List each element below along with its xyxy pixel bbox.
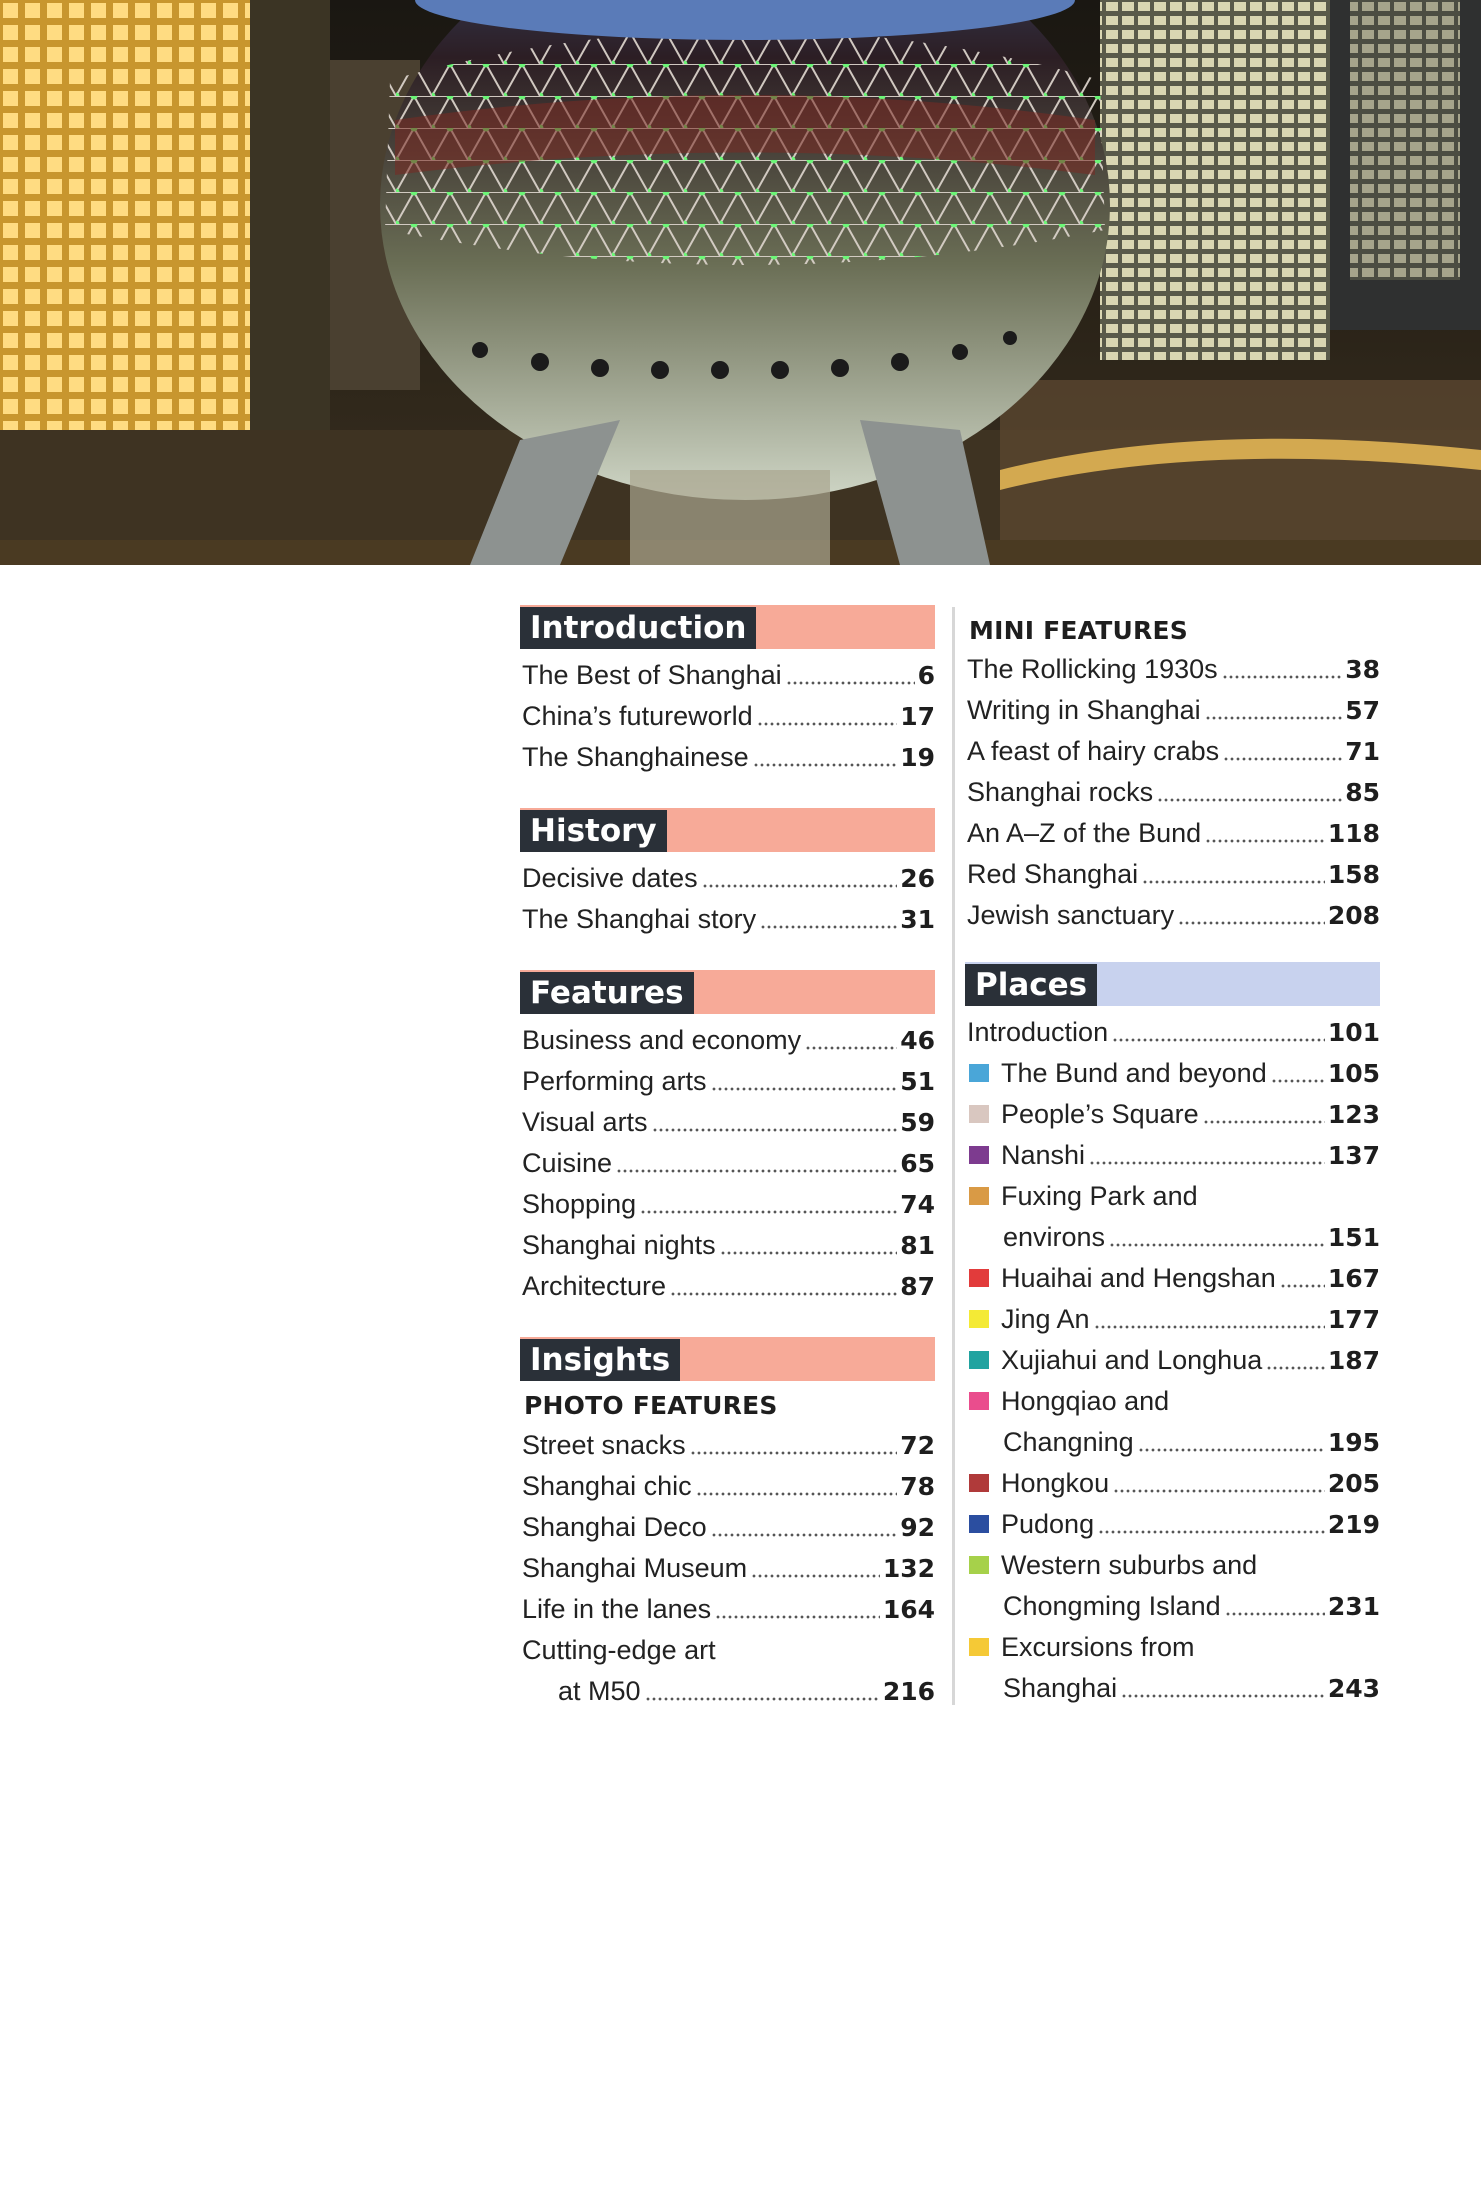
entry-page: 6 [917, 661, 935, 690]
toc-entry[interactable] [520, 1184, 935, 1225]
toc-entry[interactable] [965, 649, 1380, 690]
toc-entry[interactable] [965, 895, 1380, 936]
entry-page: 243 [1327, 1674, 1380, 1703]
entry-page: 46 [900, 1026, 935, 1055]
entry-page: 81 [900, 1231, 935, 1260]
toc-entry[interactable] [520, 1466, 935, 1507]
toc-entry[interactable] [965, 772, 1380, 813]
entry-title-cont: Changning [1003, 1427, 1134, 1457]
entry-title: Cutting-edge art [522, 1635, 716, 1665]
entry-title: Western suburbs and [1001, 1550, 1258, 1580]
toc-entry[interactable] [520, 737, 935, 778]
place-entry-hongqiao-cont[interactable] [965, 1422, 1380, 1463]
color-key-icon [969, 1146, 989, 1164]
entry-page: 137 [1327, 1141, 1380, 1170]
place-entry-excursions[interactable] [965, 1627, 1380, 1668]
section-places [965, 962, 1380, 1709]
dot-leader [760, 925, 897, 929]
section-features [520, 970, 935, 1307]
place-entry-western-suburbs-cont[interactable] [965, 1586, 1380, 1627]
toc-entry[interactable] [520, 1225, 935, 1266]
entry-title: Business and economy [522, 1025, 802, 1055]
dot-leader [1223, 757, 1342, 761]
mini-features-subheading: MINI FEATURES [969, 616, 1188, 645]
dot-leader [1138, 1448, 1325, 1452]
dot-leader [640, 1210, 897, 1214]
entry-page: 72 [900, 1431, 935, 1460]
entry-title: Jing An [1001, 1304, 1090, 1334]
dot-leader [1109, 1243, 1325, 1247]
toc-entry[interactable] [520, 899, 935, 940]
entry-title: Introduction [967, 1017, 1109, 1047]
entry-page: 164 [882, 1595, 935, 1624]
photo-features-subheading: PHOTO FEATURES [524, 1391, 778, 1420]
entry-title: Performing arts [522, 1066, 707, 1096]
entry-page: 231 [1327, 1592, 1380, 1621]
entry-title: Shopping [522, 1189, 637, 1219]
entry-title: Fuxing Park and [1001, 1181, 1198, 1211]
dot-leader [670, 1292, 897, 1296]
entry-title: People’s Square [1001, 1099, 1199, 1129]
photo-illustration [0, 0, 1481, 565]
place-entry-western-suburbs[interactable] [965, 1545, 1380, 1586]
tv-tower-photo [0, 0, 1481, 565]
entry-title: Shanghai chic [522, 1471, 692, 1501]
entry-title: China’s futureworld [522, 701, 753, 731]
entry-title-cont: at M50 [558, 1676, 641, 1706]
dot-leader [711, 1533, 898, 1537]
toc-entry[interactable] [965, 1012, 1380, 1053]
heading-label: Features [520, 972, 694, 1014]
entry-page: 65 [900, 1149, 935, 1178]
color-key-icon [969, 1269, 989, 1287]
entry-page: 26 [900, 864, 935, 893]
dot-leader [711, 1087, 898, 1091]
entry-title: Huaihai and Hengshan [1001, 1263, 1276, 1293]
entry-title: An A–Z of the Bund [967, 818, 1202, 848]
entry-title: Architecture [522, 1271, 667, 1301]
dot-leader [720, 1251, 898, 1255]
place-entry-pudong[interactable] [965, 1504, 1380, 1545]
entry-page: 19 [900, 743, 935, 772]
toc-entry[interactable] [520, 1548, 935, 1589]
section-mini-features [965, 605, 1380, 936]
entry-title: The Bund and beyond [1001, 1058, 1267, 1088]
entry-title: Excursions from [1001, 1632, 1195, 1662]
dot-leader [1121, 1694, 1325, 1698]
entry-title-cont: Chongming Island [1003, 1591, 1221, 1621]
entry-page: 123 [1327, 1100, 1380, 1129]
place-entry-fuxing[interactable] [965, 1176, 1380, 1217]
dot-leader [1271, 1079, 1325, 1083]
color-key-icon [969, 1638, 989, 1656]
dot-leader [1112, 1038, 1325, 1042]
color-key-icon [969, 1310, 989, 1328]
toc-entry[interactable] [520, 1061, 935, 1102]
dot-leader [1280, 1284, 1325, 1288]
entry-title-cont: environs [1003, 1222, 1106, 1252]
entry-title: Decisive dates [522, 863, 698, 893]
entry-page: 195 [1327, 1428, 1380, 1457]
dot-leader [805, 1046, 897, 1050]
entry-page: 167 [1327, 1264, 1380, 1293]
toc-entry[interactable] [520, 1507, 935, 1548]
place-entry-nanshi[interactable] [965, 1135, 1380, 1176]
entry-title: Street snacks [522, 1430, 686, 1460]
entry-page: 87 [900, 1272, 935, 1301]
color-key-icon [969, 1187, 989, 1205]
section-heading [520, 605, 935, 649]
entry-page: 101 [1327, 1018, 1380, 1047]
entry-page: 85 [1345, 778, 1380, 807]
toc-entry-continuation[interactable] [520, 1671, 935, 1712]
toc-entry[interactable] [965, 690, 1380, 731]
place-entry-hongkou[interactable] [965, 1463, 1380, 1504]
entry-title: Pudong [1001, 1509, 1095, 1539]
dot-leader [1225, 1612, 1325, 1616]
section-heading [520, 808, 935, 852]
section-heading [965, 962, 1380, 1006]
entry-page: 118 [1327, 819, 1380, 848]
dot-leader [645, 1697, 880, 1701]
entry-title: Shanghai nights [522, 1230, 716, 1260]
entry-page: 57 [1345, 696, 1380, 725]
entry-title: Nanshi [1001, 1140, 1086, 1170]
heading-label: Introduction [520, 607, 756, 649]
entry-page: 219 [1327, 1510, 1380, 1539]
dot-leader [1142, 880, 1325, 884]
entry-page: 158 [1327, 860, 1380, 889]
entry-page: 74 [900, 1190, 935, 1219]
entry-title: The Rollicking 1930s [967, 654, 1218, 684]
place-entry-huaihai[interactable] [965, 1258, 1380, 1299]
dot-leader [757, 722, 898, 726]
dot-leader [1205, 716, 1343, 720]
entry-title: Jewish sanctuary [967, 900, 1175, 930]
dot-leader [1113, 1489, 1325, 1493]
dot-leader [751, 1574, 880, 1578]
toc-entry[interactable] [520, 1020, 935, 1061]
entry-title: Shanghai Museum [522, 1553, 748, 1583]
entry-page: 31 [900, 905, 935, 934]
color-key-icon [969, 1064, 989, 1082]
toc-entry[interactable] [520, 655, 935, 696]
place-entry-xujiahui[interactable] [965, 1340, 1380, 1381]
entry-page: 205 [1327, 1469, 1380, 1498]
entry-title-cont: Shanghai [1003, 1673, 1118, 1703]
entry-page: 51 [900, 1067, 935, 1096]
heading-label: Places [965, 964, 1097, 1006]
section-heading [520, 1337, 935, 1381]
entry-title: Xujiahui and Longhua [1001, 1345, 1263, 1375]
color-key-icon [969, 1474, 989, 1492]
toc-entry[interactable] [520, 1102, 935, 1143]
dot-leader [702, 884, 898, 888]
entry-title: Life in the lanes [522, 1594, 712, 1624]
entry-title: The Best of Shanghai [522, 660, 782, 690]
toc-entry[interactable] [965, 731, 1380, 772]
color-key-icon [969, 1351, 989, 1369]
place-entry-bund[interactable] [965, 1053, 1380, 1094]
dot-leader [1266, 1366, 1325, 1370]
dot-leader [715, 1615, 880, 1619]
entry-title: Cuisine [522, 1148, 613, 1178]
toc-entry[interactable] [520, 1266, 935, 1307]
toc-entry-multiline[interactable] [520, 1630, 935, 1671]
entry-page: 177 [1327, 1305, 1380, 1334]
color-key-icon [969, 1556, 989, 1574]
toc-entry[interactable] [520, 858, 935, 899]
entry-title: Writing in Shanghai [967, 695, 1201, 725]
section-history [520, 808, 935, 940]
color-key-icon [969, 1392, 989, 1410]
section-heading [520, 970, 935, 1014]
column-divider [952, 607, 955, 1705]
entry-title: Hongqiao and [1001, 1386, 1170, 1416]
entry-page: 17 [900, 702, 935, 731]
toc-entry[interactable] [965, 854, 1380, 895]
dot-leader [1178, 921, 1325, 925]
entry-page: 187 [1327, 1346, 1380, 1375]
place-entry-jingan[interactable] [965, 1299, 1380, 1340]
entry-title: Hongkou [1001, 1468, 1110, 1498]
dot-leader [1094, 1325, 1325, 1329]
entry-title: The Shanghainese [522, 742, 749, 772]
toc-entry[interactable] [520, 696, 935, 737]
dot-leader [753, 763, 898, 767]
heading-label: Insights [520, 1339, 680, 1381]
toc-entry[interactable] [520, 1425, 935, 1466]
entry-page: 71 [1345, 737, 1380, 766]
dot-leader [1157, 798, 1342, 802]
entry-title: The Shanghai story [522, 904, 757, 934]
toc-entry[interactable] [520, 1143, 935, 1184]
toc-left-column [520, 605, 935, 1742]
color-key-icon [969, 1105, 989, 1123]
entry-page: 132 [882, 1554, 935, 1583]
entry-title: Shanghai rocks [967, 777, 1154, 807]
toc-entry[interactable] [520, 1589, 935, 1630]
place-entry-hongqiao[interactable] [965, 1381, 1380, 1422]
dot-leader [1098, 1530, 1325, 1534]
entry-page: 216 [882, 1677, 935, 1706]
entry-title: A feast of hairy crabs [967, 736, 1220, 766]
entry-title: Red Shanghai [967, 859, 1139, 889]
dot-leader [696, 1492, 898, 1496]
dot-leader [652, 1128, 898, 1132]
entry-page: 92 [900, 1513, 935, 1542]
dot-leader [786, 681, 915, 685]
entry-title: Shanghai Deco [522, 1512, 707, 1542]
color-key-icon [969, 1515, 989, 1533]
place-entry-fuxing-cont[interactable] [965, 1217, 1380, 1258]
toc-entry[interactable] [965, 813, 1380, 854]
entry-page: 151 [1327, 1223, 1380, 1252]
entry-page: 208 [1327, 901, 1380, 930]
place-entry-excursions-cont[interactable] [965, 1668, 1380, 1709]
dot-leader [1203, 1120, 1325, 1124]
section-insights [520, 1337, 935, 1712]
entry-page: 59 [900, 1108, 935, 1137]
entry-title: Visual arts [522, 1107, 648, 1137]
dot-leader [1222, 675, 1343, 679]
entry-page: 38 [1345, 655, 1380, 684]
entry-page: 105 [1327, 1059, 1380, 1088]
toc-right-column [965, 605, 1380, 1739]
entry-page: 78 [900, 1472, 935, 1501]
dot-leader [1089, 1161, 1325, 1165]
dot-leader [616, 1169, 897, 1173]
dot-leader [690, 1451, 898, 1455]
heading-label: History [520, 810, 667, 852]
place-entry-peoples-square[interactable] [965, 1094, 1380, 1135]
dot-leader [1205, 839, 1325, 843]
section-introduction [520, 605, 935, 778]
